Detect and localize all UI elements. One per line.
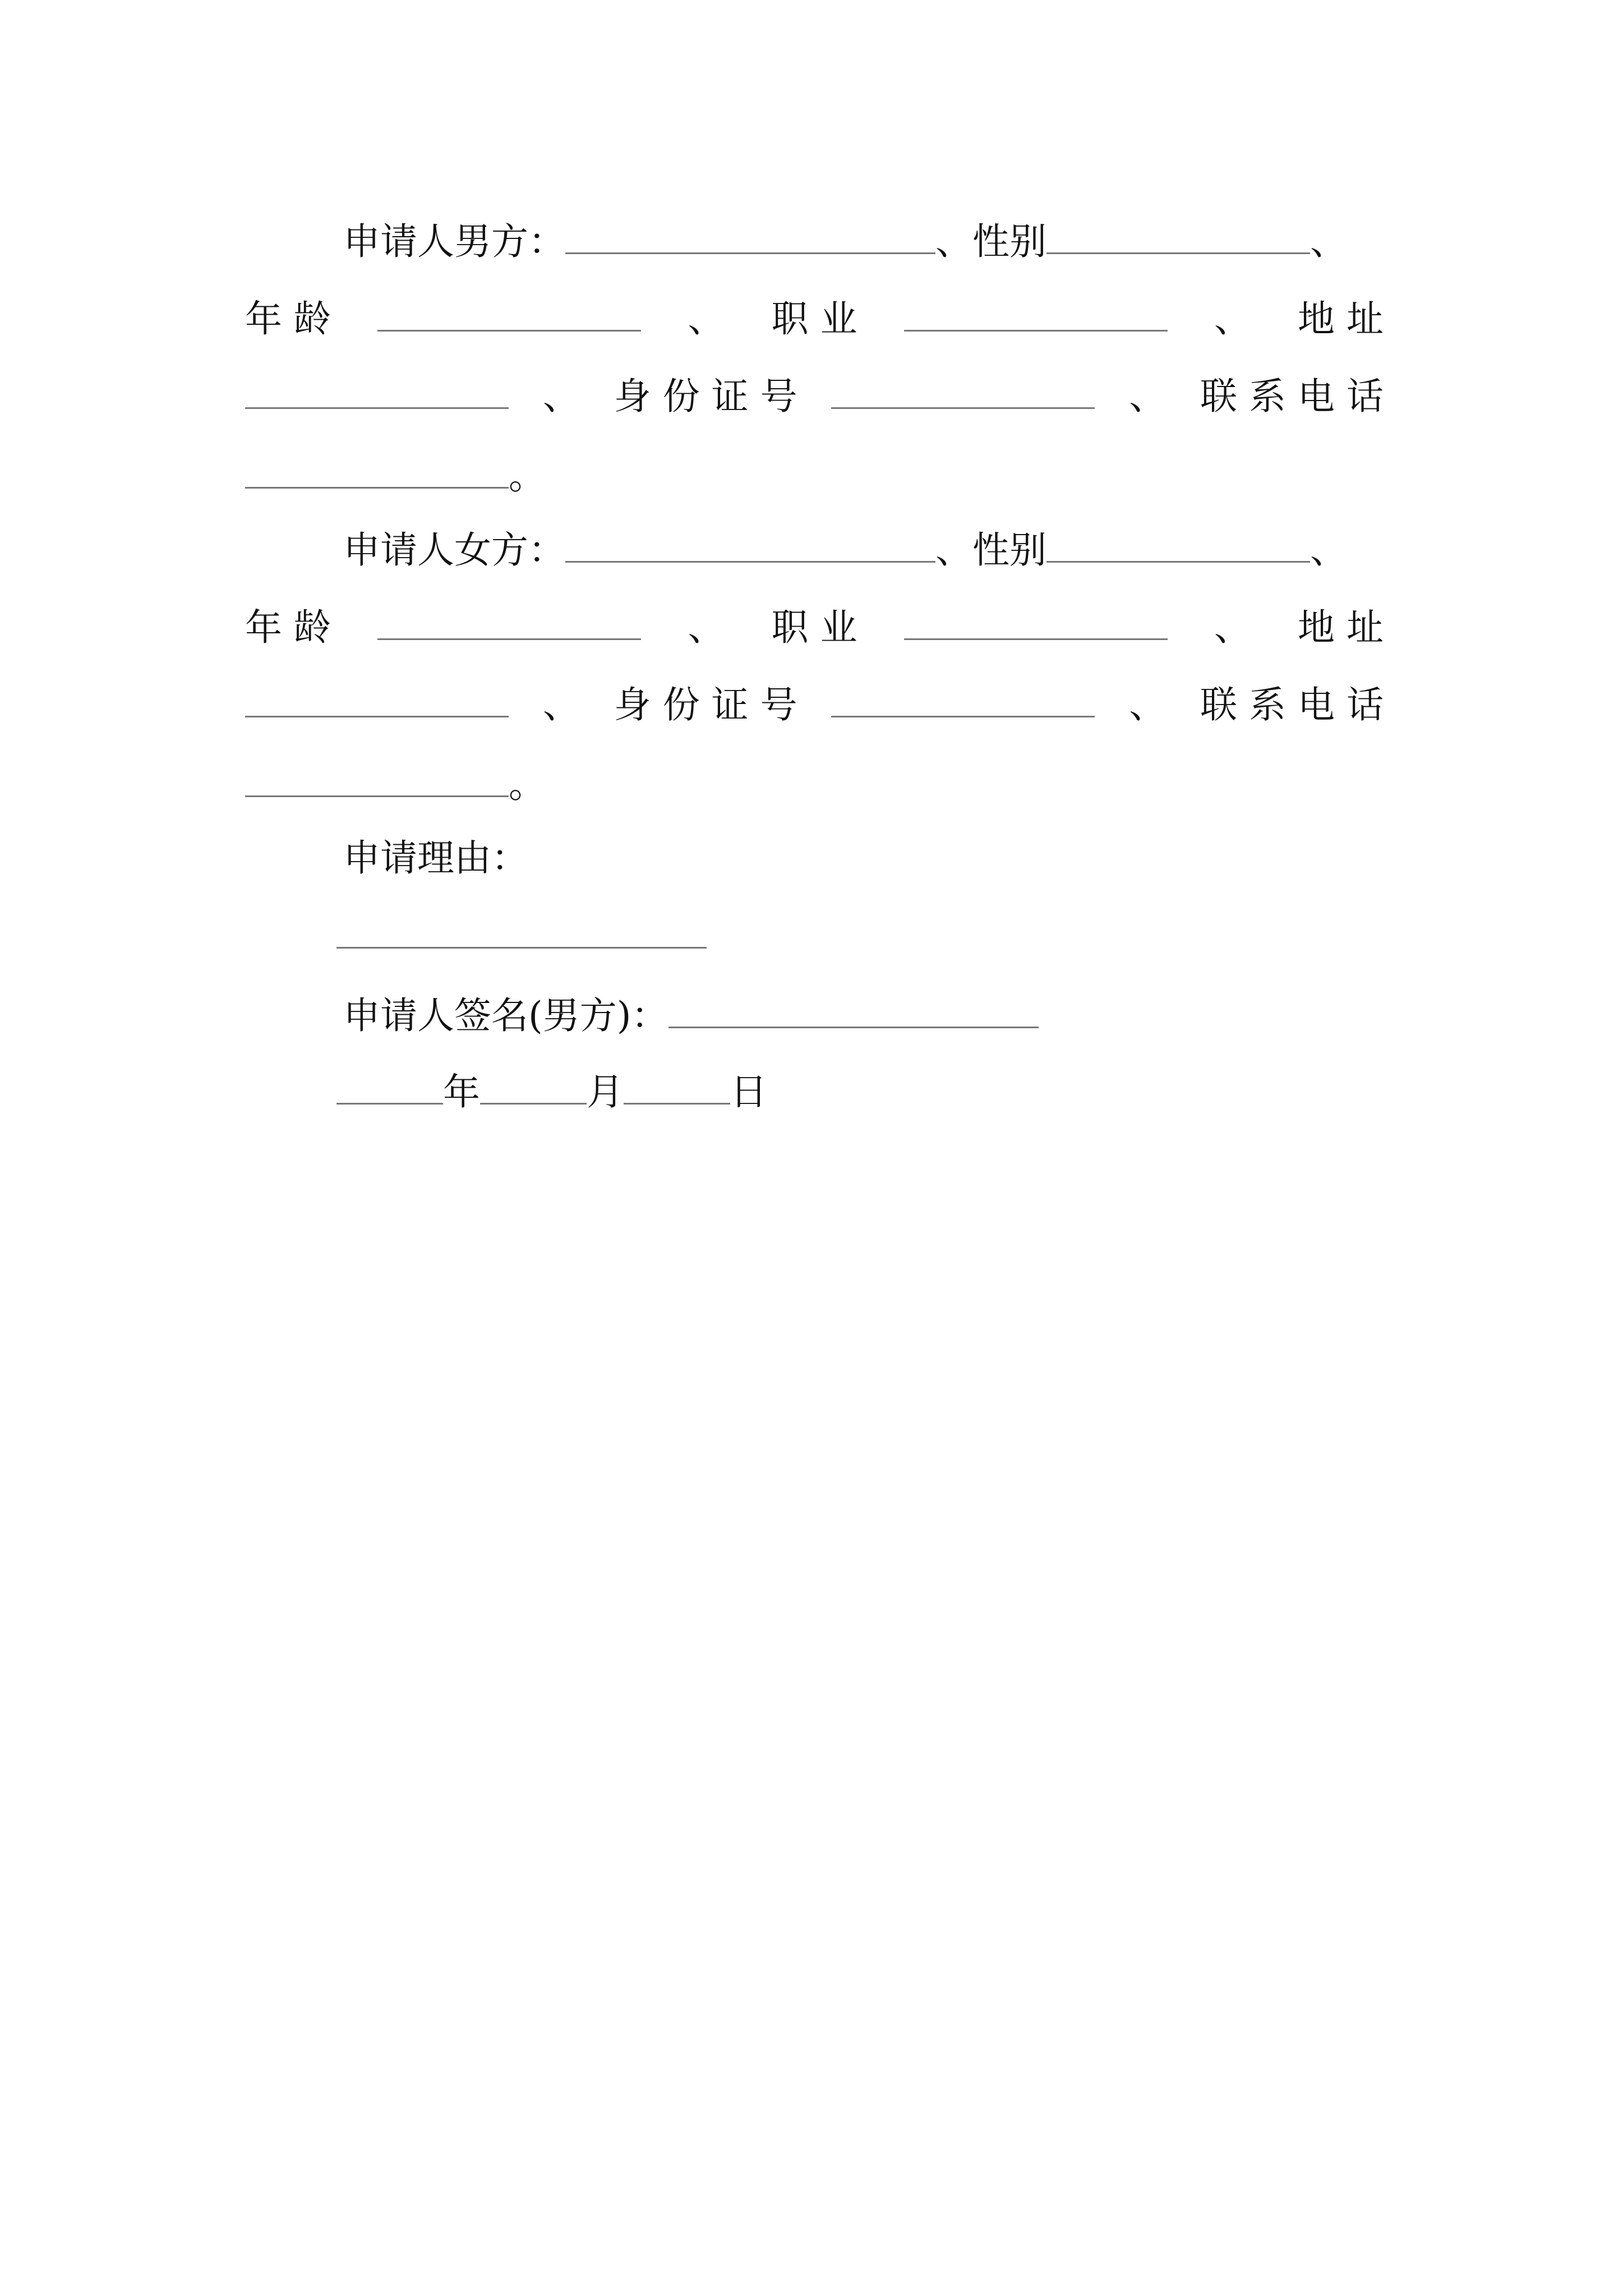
male-gender-label: 、性别 <box>935 220 1046 263</box>
signature-label: 申请人签名(男方)： <box>343 994 668 1037</box>
reason-line <box>343 835 528 882</box>
male-row-id-phone <box>245 372 1384 420</box>
year-blank[interactable] <box>336 1068 443 1105</box>
female-id-label: 身 份 证 号 <box>614 683 797 726</box>
female-sep-2: 、 <box>1214 606 1251 649</box>
female-age-blank[interactable] <box>377 604 641 640</box>
female-row-age-occupation-address <box>245 604 1384 651</box>
month-blank[interactable] <box>480 1068 587 1105</box>
female-row-id-phone <box>245 681 1384 728</box>
male-heading: 申请人男方： <box>343 220 565 263</box>
male-sep-2: 、 <box>1214 297 1251 341</box>
month-label: 月 <box>587 1070 624 1114</box>
day-blank[interactable] <box>624 1068 730 1105</box>
female-id-blank[interactable] <box>831 681 1095 717</box>
male-name-blank[interactable] <box>565 218 935 254</box>
male-address-label: 地 址 <box>1298 297 1384 341</box>
male-occupation-blank[interactable] <box>904 295 1168 332</box>
male-gender-blank[interactable] <box>1046 218 1310 254</box>
day-label: 日 <box>730 1070 767 1114</box>
reason-blank-line <box>336 912 707 959</box>
female-age-label: 年 龄 <box>245 606 331 649</box>
female-occupation-label: 职 业 <box>771 606 857 649</box>
female-name-blank[interactable] <box>565 526 935 563</box>
male-applicant-line <box>343 218 1347 265</box>
female-phone-label: 联 系 电 话 <box>1200 683 1384 726</box>
signature-line <box>343 992 1039 1039</box>
male-sep-1: 、 <box>688 297 725 341</box>
female-applicant-line <box>343 526 1347 573</box>
female-end-mark: 、 <box>1310 528 1347 572</box>
female-occupation-blank[interactable] <box>904 604 1168 640</box>
female-sep-1: 、 <box>688 606 725 649</box>
male-phone-label: 联 系 电 话 <box>1200 375 1384 418</box>
female-gender-blank[interactable] <box>1046 526 1310 563</box>
male-phone-line <box>245 452 546 499</box>
male-period: 。 <box>509 454 546 498</box>
female-sep-3: 、 <box>542 683 580 726</box>
reason-label: 申请理由： <box>343 836 528 880</box>
reason-blank[interactable] <box>336 912 707 949</box>
male-address-blank[interactable] <box>245 372 509 409</box>
female-address-label: 地 址 <box>1298 606 1384 649</box>
male-age-label: 年 龄 <box>245 297 331 341</box>
female-phone-blank[interactable] <box>245 761 509 797</box>
date-line <box>336 1068 767 1115</box>
female-sep-4: 、 <box>1129 683 1166 726</box>
female-address-blank[interactable] <box>245 681 509 717</box>
male-sep-4: 、 <box>1129 375 1166 418</box>
male-row-age-occupation-address <box>245 295 1384 342</box>
year-label: 年 <box>443 1070 480 1114</box>
male-phone-blank[interactable] <box>245 452 509 489</box>
signature-blank[interactable] <box>668 992 1039 1028</box>
male-id-label: 身 份 证 号 <box>614 375 797 418</box>
female-phone-line <box>245 761 546 808</box>
male-id-blank[interactable] <box>831 372 1095 409</box>
female-gender-label: 、性别 <box>935 528 1046 572</box>
male-age-blank[interactable] <box>377 295 641 332</box>
male-end-mark: 、 <box>1310 220 1347 263</box>
female-heading: 申请人女方： <box>343 528 565 572</box>
male-occupation-label: 职 业 <box>771 297 857 341</box>
female-period: 。 <box>509 763 546 806</box>
male-sep-3: 、 <box>542 375 580 418</box>
